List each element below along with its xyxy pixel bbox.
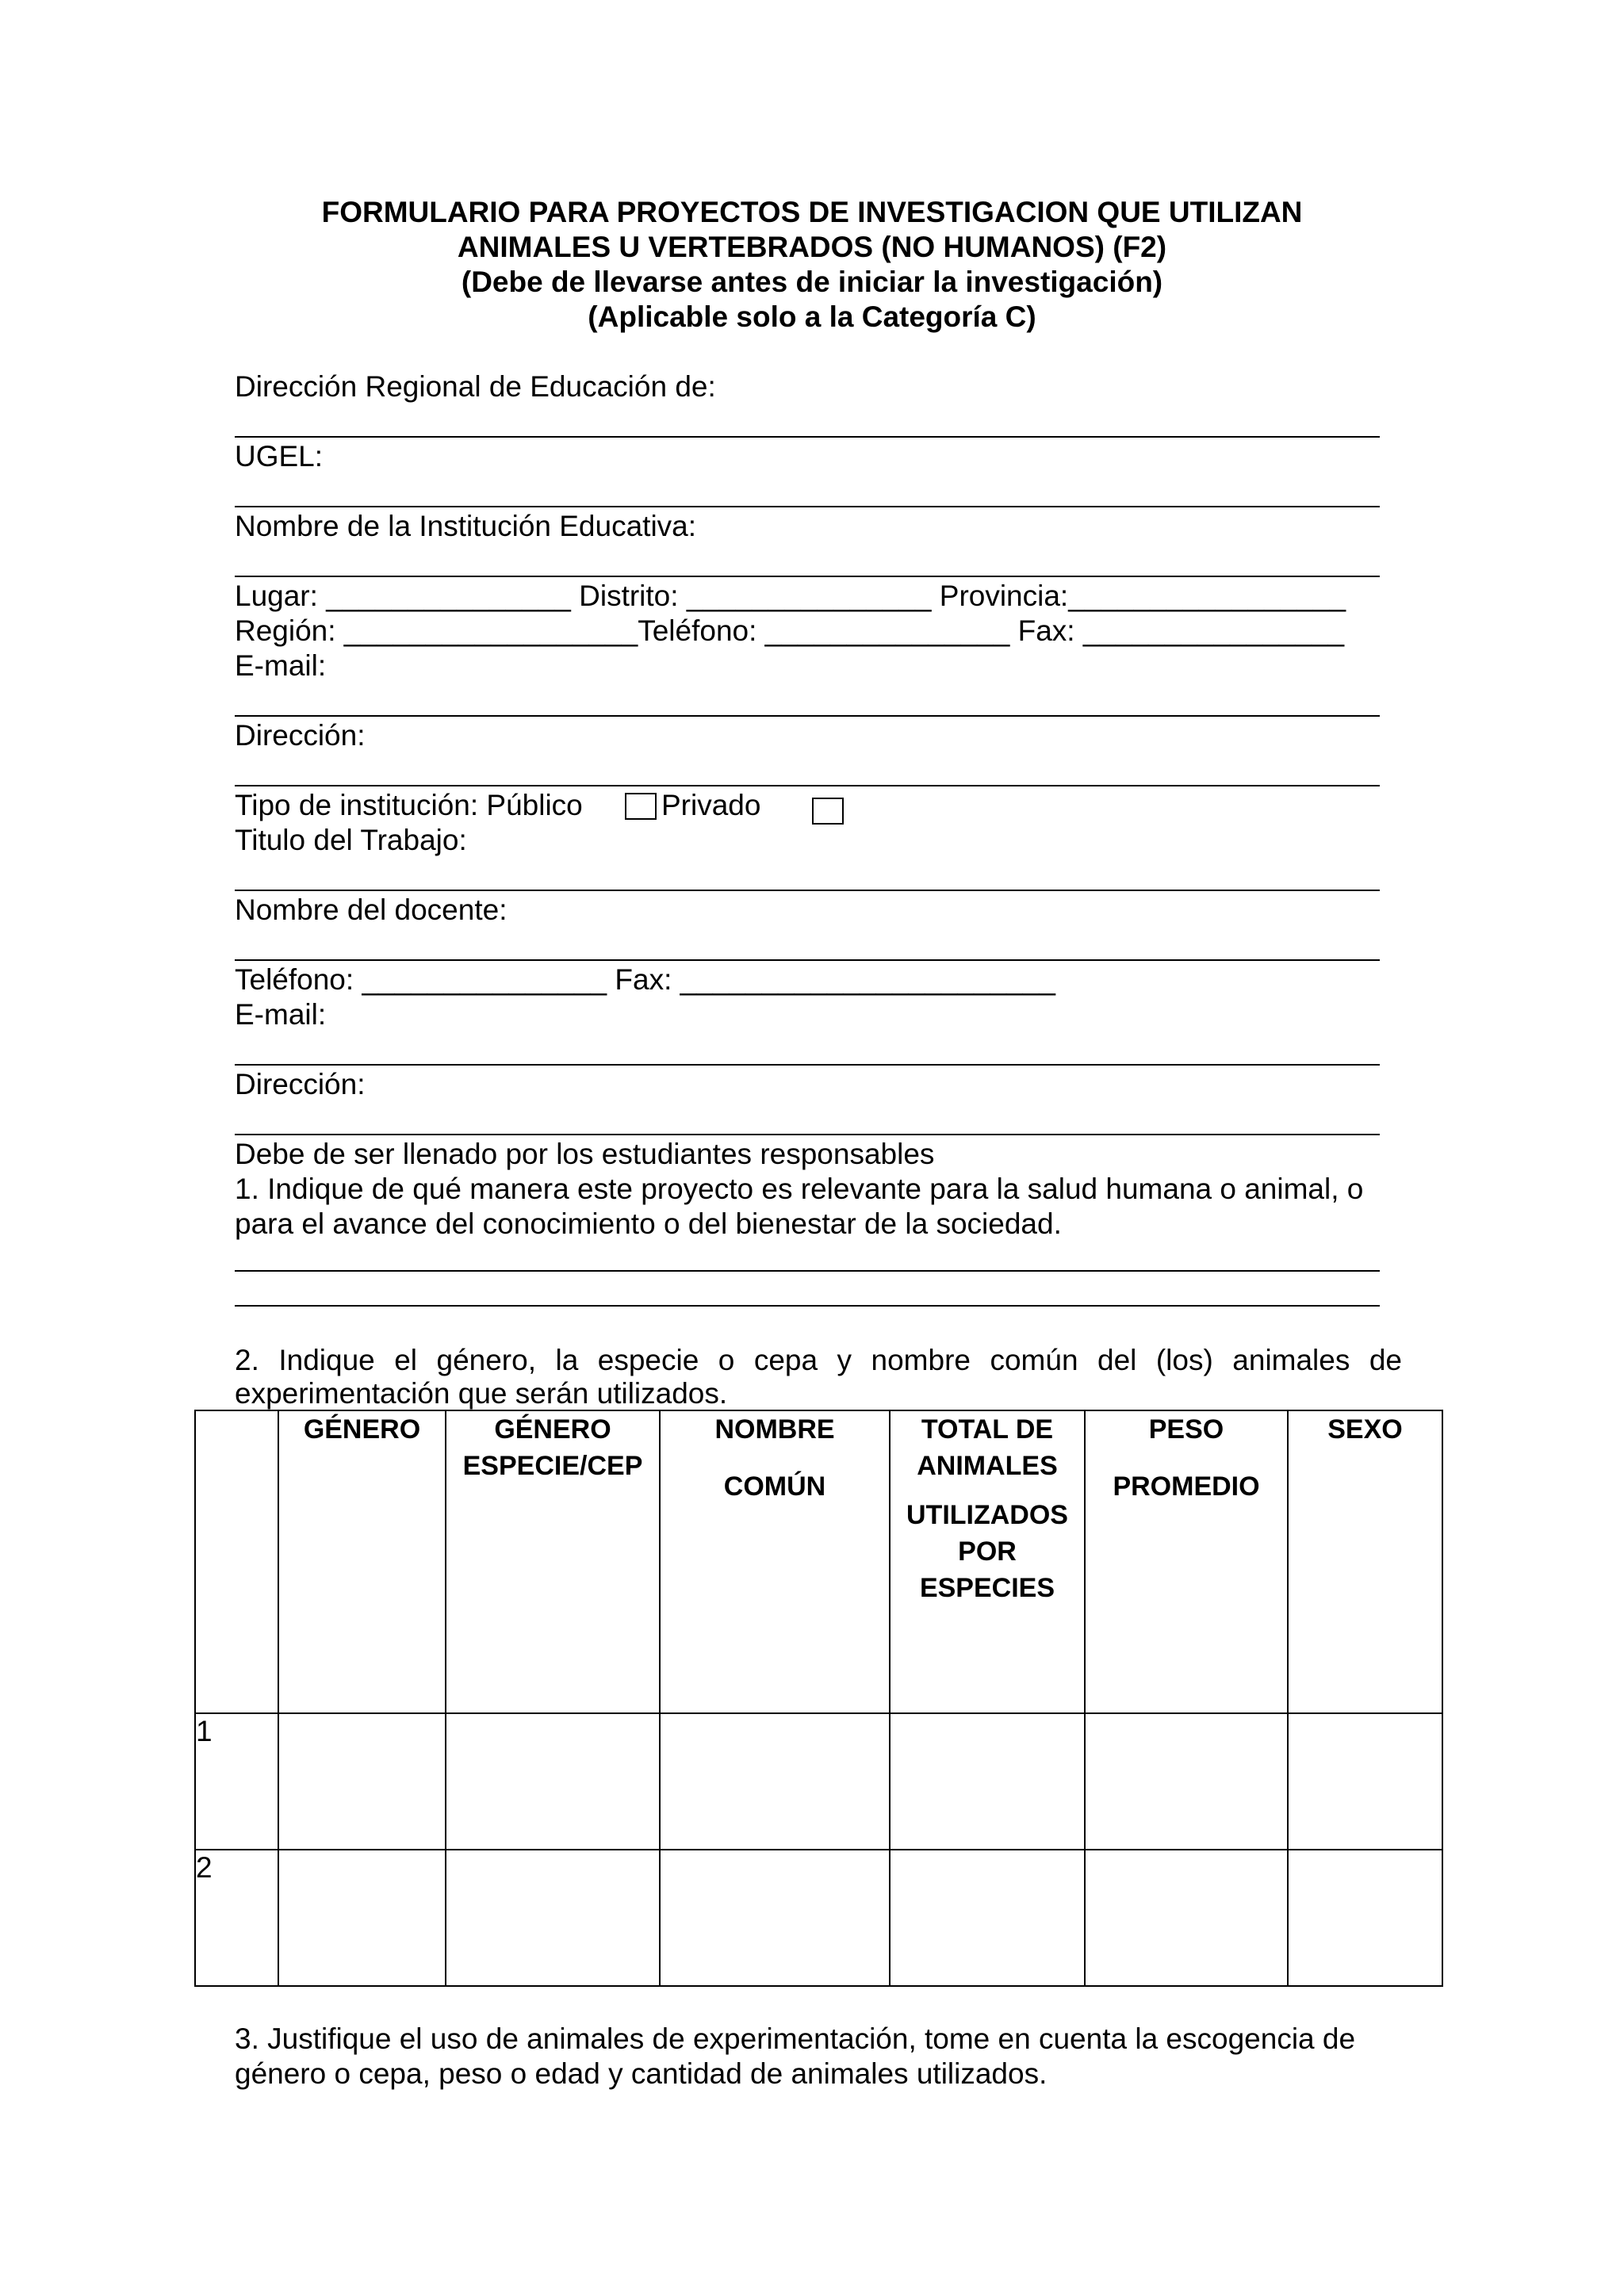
students-intro: Debe de ser llenado por los estudiantes responsables [235, 1138, 935, 1170]
form-title-line-2: ANIMALES U VERTEBRADOS (NO HUMANOS) (F2) [457, 231, 1167, 263]
header-sexo: SEXO [1288, 1410, 1442, 1713]
row-number: 1 [195, 1713, 278, 1850]
table-cell[interactable] [890, 1850, 1085, 1986]
question-2-line-1: 2. Indique el género, la especie o cepa y nombre común del (los) animales de [235, 1344, 1402, 1376]
teacher-address-line[interactable] [235, 1134, 1380, 1135]
header-cell-index [195, 1410, 278, 1713]
institution-address-line[interactable] [235, 785, 1380, 786]
location-fields[interactable]: Lugar: _______________ Distrito: _______________ Provincia:_________________ [235, 580, 1346, 612]
header-peso-promedio: PESO PROMEDIO [1085, 1410, 1288, 1713]
question-2-line-2: experimentación que serán utilizados. [235, 1377, 728, 1410]
table-cell[interactable] [1085, 1850, 1288, 1986]
form-title-line-1: FORMULARIO PARA PROYECTOS DE INVESTIGACION QUE UTILIZAN [321, 196, 1303, 228]
regional-direction-line[interactable] [235, 436, 1380, 438]
row-number: 2 [195, 1850, 278, 1986]
institution-name-label: Nombre de la Institución Educativa: [235, 510, 697, 542]
private-checkbox[interactable] [812, 798, 844, 825]
teacher-phone-fax-fields[interactable]: Teléfono: _______________ Fax: _______________________ [235, 963, 1055, 996]
table-cell[interactable] [660, 1713, 890, 1850]
form-title-line-3: (Debe de llevarse antes de iniciar la investigación) [461, 266, 1163, 298]
question-1-line-1: 1. Indique de qué manera este proyecto es relevante para la salud humana o animal, o [235, 1173, 1364, 1205]
institution-name-line[interactable] [235, 576, 1380, 577]
teacher-name-label: Nombre del docente: [235, 894, 508, 926]
teacher-address-label: Dirección: [235, 1068, 366, 1100]
public-checkbox[interactable] [625, 793, 657, 820]
regional-direction-label: Dirección Regional de Educación de: [235, 370, 716, 403]
table-cell[interactable] [278, 1850, 446, 1986]
table-cell[interactable] [1288, 1713, 1442, 1850]
question-3-line-1: 3. Justifique el uso de animales de experimentación, tome en cuenta la escogencia de [235, 2022, 1356, 2055]
answer-1-line-2[interactable] [235, 1305, 1380, 1307]
header-genero: GÉNERO [278, 1410, 446, 1713]
answer-1-line-1[interactable] [235, 1270, 1380, 1272]
institution-email-line[interactable] [235, 715, 1380, 717]
teacher-email-label: E-mail: [235, 998, 327, 1031]
institution-type-label: Tipo de institución: Público [235, 789, 583, 821]
table-cell[interactable] [446, 1713, 660, 1850]
table-cell[interactable] [660, 1850, 890, 1986]
species-table [194, 1410, 1443, 1987]
region-phone-fax-fields[interactable]: Región: __________________Teléfono: _______________ Fax: ________________ [235, 614, 1345, 647]
table-row [195, 1713, 1442, 1850]
table-cell[interactable] [278, 1713, 446, 1850]
header-nombre-comun: NOMBRE COMÚN [660, 1410, 890, 1713]
ugel-line[interactable] [235, 506, 1380, 507]
form-title-line-4: (Aplicable solo a la Categoría C) [588, 300, 1036, 333]
header-especie-cepa: GÉNERO ESPECIE/CEP [446, 1410, 660, 1713]
table-cell[interactable] [446, 1850, 660, 1986]
work-title-label: Titulo del Trabajo: [235, 824, 467, 856]
institution-email-label: E-mail: [235, 649, 327, 682]
work-title-line[interactable] [235, 890, 1380, 891]
header-total-animales: TOTAL DE ANIMALES UTILIZADOS POR ESPECIES [890, 1410, 1085, 1713]
table-cell[interactable] [1085, 1713, 1288, 1850]
question-1-line-2: para el avance del conocimiento o del bienestar de la sociedad. [235, 1207, 1062, 1240]
ugel-label: UGEL: [235, 440, 324, 473]
institution-address-label: Dirección: [235, 719, 366, 752]
teacher-name-line[interactable] [235, 959, 1380, 961]
table-cell[interactable] [1288, 1850, 1442, 1986]
table-cell[interactable] [890, 1713, 1085, 1850]
private-label: Privado [661, 789, 761, 821]
teacher-email-line[interactable] [235, 1064, 1380, 1066]
table-header-row [195, 1410, 1442, 1713]
table-row [195, 1850, 1442, 1986]
question-3-line-2: género o cepa, peso o edad y cantidad de animales utilizados. [235, 2057, 1048, 2090]
